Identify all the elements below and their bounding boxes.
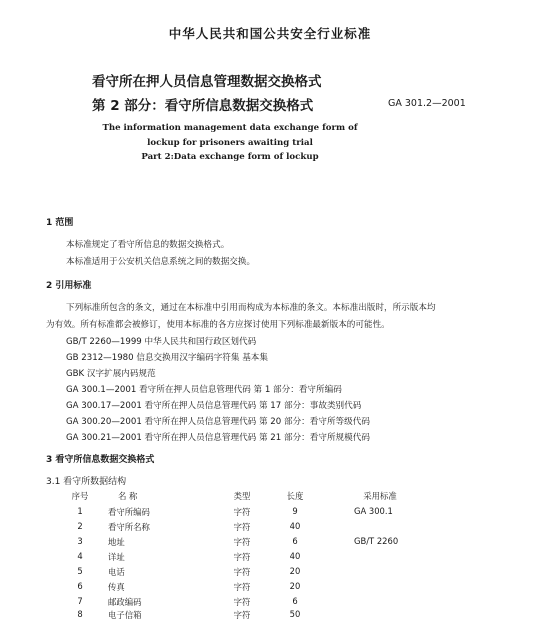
reference-item: GBK 汉字扩展内码规范 (66, 369, 156, 379)
table-cell-number: 4 (77, 551, 83, 561)
table-cell-number: 1 (77, 506, 83, 516)
section-2-heading: 2 引用标准 (46, 281, 92, 291)
table-header-name: 名 称 (118, 491, 138, 501)
table-cell-length: 9 (292, 506, 298, 516)
reference-item: GA 300.20—2001 看守所在押人员信息管理代码 第 20 部分：看守所等级代码 (66, 417, 370, 427)
table-header-number: 序号 (71, 491, 89, 501)
english-title-line3: Part 2:Data exchange form of lockup (141, 152, 319, 162)
table-cell-number: 5 (77, 566, 83, 576)
table-cell-standard: GB/T 2260 (354, 536, 399, 546)
reference-item: GA 300.21—2001 看守所在押人员信息管理代码 第 21 部分：看守所规模代码 (66, 433, 370, 443)
table-cell-length: 6 (292, 596, 298, 606)
table-cell-name: 看守所名称 (108, 522, 150, 532)
standard-number: GA 301.2—2001 (388, 98, 466, 109)
table-cell-type: 字符 (233, 507, 251, 517)
reference-item: GA 300.1—2001 看守所在押人员信息管理代码 第 1 部分：看守所编码 (66, 385, 342, 395)
table-cell-type: 字符 (233, 552, 251, 562)
table-cell-name: 传真 (108, 582, 125, 592)
table-cell-number: 2 (77, 521, 83, 531)
table-header-type: 类型 (233, 491, 251, 501)
standard-title-line2: 第 2 部分：看守所信息数据交换格式 (92, 98, 314, 114)
table-cell-standard: GA 300.1 (354, 506, 393, 516)
table-header-standard: 采用标准 (363, 491, 397, 501)
table-cell-type: 字符 (233, 610, 251, 620)
english-title-line2: lockup for prisoners awaiting trial (147, 138, 313, 148)
table-cell-type: 字符 (233, 537, 251, 547)
standard-title-line1: 看守所在押人员信息管理数据交换格式 (92, 74, 322, 90)
section-2-intro: 下列标准所包含的条文，通过在本标准中引用而构成为本标准的条文。本标准出版时，所示版本均 (66, 303, 436, 313)
table-cell-type: 字符 (233, 582, 251, 592)
table-cell-length: 40 (289, 521, 301, 531)
table-cell-number: 8 (77, 609, 83, 619)
table-cell-number: 7 (77, 596, 83, 606)
table-cell-number: 6 (77, 581, 83, 591)
table-cell-length: 6 (292, 536, 298, 546)
table-cell-name: 电子信箱 (108, 610, 142, 620)
table-cell-name: 邮政编码 (108, 597, 142, 607)
section-1-paragraph: 本标准规定了看守所信息的数据交换格式。 (66, 240, 230, 250)
reference-item: GB/T 2260—1999 中华人民共和国行政区划代码 (66, 337, 257, 347)
table-cell-length: 20 (289, 581, 301, 591)
section-1-heading: 1 范围 (46, 218, 74, 228)
reference-item: GA 300.17—2001 看守所在押人员信息管理代码 第 17 部分：事故类别代码 (66, 401, 362, 411)
table-cell-type: 字符 (233, 522, 251, 532)
section-3-1-heading: 3.1 看守所数据结构 (46, 477, 127, 487)
table-cell-length: 20 (289, 566, 301, 576)
table-header-length: 长度 (286, 491, 304, 501)
table-cell-number: 3 (77, 536, 83, 546)
table-cell-length: 40 (289, 551, 301, 561)
table-cell-name: 电话 (108, 567, 125, 577)
table-cell-length: 50 (289, 609, 301, 619)
issuing-organization: 中华人民共和国公共安全行业标准 (168, 26, 372, 41)
table-cell-name: 地址 (108, 537, 125, 547)
reference-item: GB 2312—1980 信息交换用汉字编码字符集 基本集 (66, 353, 268, 363)
table-cell-type: 字符 (233, 597, 251, 607)
section-3-heading: 3 看守所信息数据交换格式 (46, 455, 155, 465)
table-cell-name: 详址 (108, 552, 125, 562)
section-1-paragraph: 本标准适用于公安机关信息系统之间的数据交换。 (66, 257, 256, 267)
english-title-line1: The information management data exchange form of (102, 123, 358, 133)
table-cell-name: 看守所编码 (108, 507, 150, 517)
section-2-intro: 为有效。所有标准都会被修订，使用本标准的各方应探讨使用下列标准最新版本的可能性。 (46, 320, 390, 330)
table-cell-type: 字符 (233, 567, 251, 577)
